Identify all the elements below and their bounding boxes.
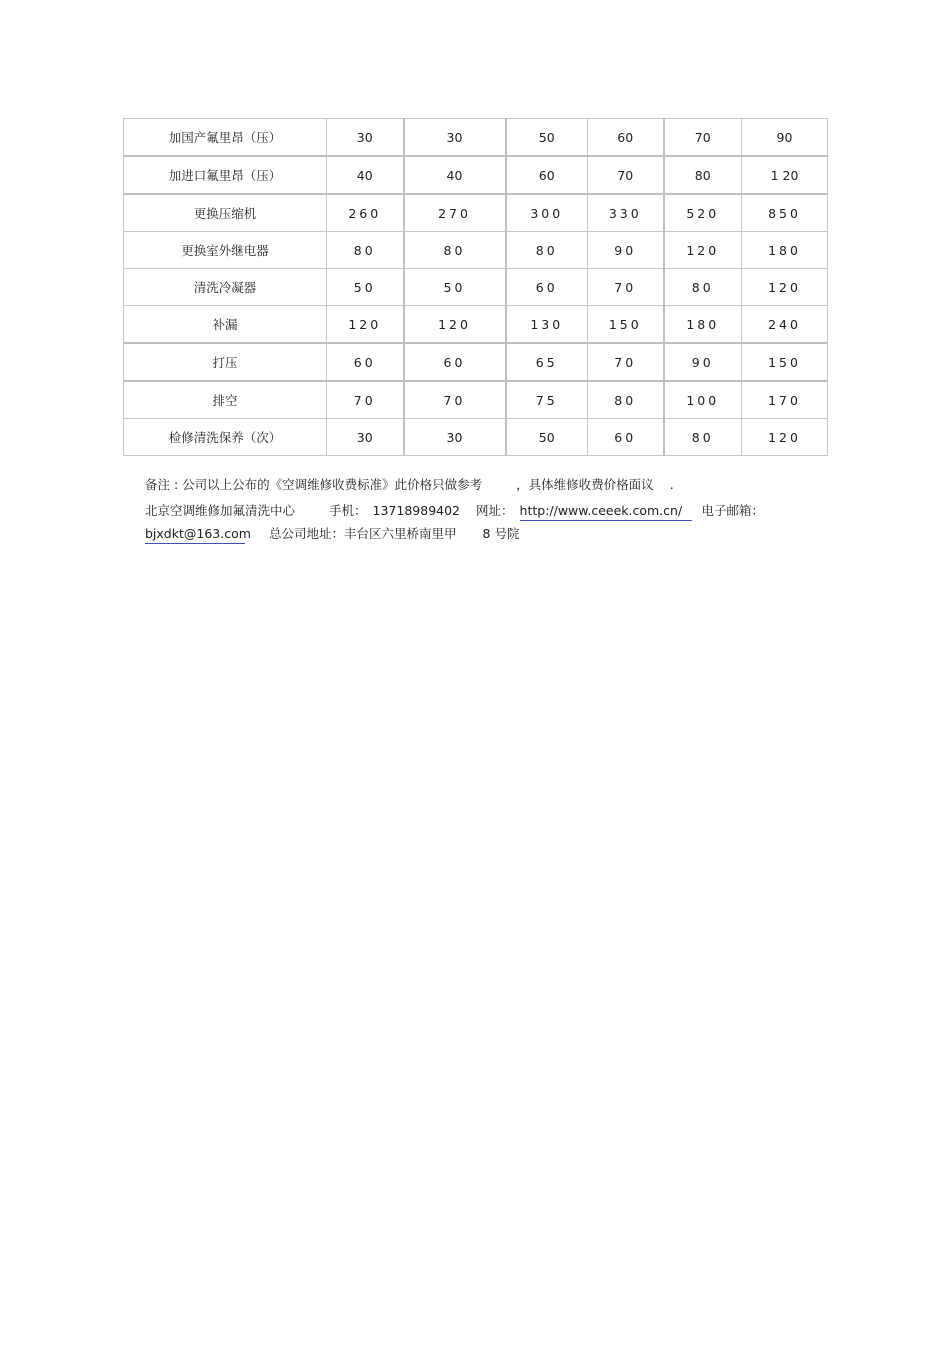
table-row: [124, 269, 828, 306]
remark-line: [145, 477, 674, 493]
service-item: 更换室外继电器: [124, 232, 327, 269]
price-cell: 80: [664, 419, 742, 456]
address-line: [145, 526, 519, 544]
price-cell: 60: [588, 419, 664, 456]
price-cell: 65: [506, 343, 588, 381]
phone-number: 13718989402: [372, 503, 461, 518]
price-cell: 240: [742, 306, 828, 344]
price-cell: 60: [588, 119, 664, 157]
price-cell: 170: [742, 381, 828, 419]
service-item: 检修清洗保养（次）: [124, 419, 327, 456]
price-cell: 70: [588, 269, 664, 306]
price-cell: 90: [588, 232, 664, 269]
service-item: 更换压缩机: [124, 194, 327, 232]
service-item: 排空: [124, 381, 327, 419]
price-cell: 130: [506, 306, 588, 344]
price-cell: 80: [506, 232, 588, 269]
price-cell: 1 20: [742, 156, 828, 194]
phone-label: 手机：: [329, 503, 367, 518]
price-cell: 30: [327, 419, 404, 456]
price-cell: 120: [664, 232, 742, 269]
price-cell: 70: [404, 381, 506, 419]
company-name: 北京空调维修加氟清洗中心: [145, 503, 296, 518]
price-cell: 70: [588, 343, 664, 381]
price-cell: 120: [742, 419, 828, 456]
price-cell: 90: [742, 119, 828, 157]
price-cell: 180: [742, 232, 828, 269]
price-cell: 150: [742, 343, 828, 381]
table-row: [124, 194, 828, 232]
table-row: [124, 343, 828, 381]
price-cell: 260: [327, 194, 404, 232]
price-cell: 80: [664, 156, 742, 194]
price-cell: 120: [404, 306, 506, 344]
price-cell: 30: [404, 419, 506, 456]
service-item: 加国产氟里昂（压）: [124, 119, 327, 157]
price-table: [123, 118, 828, 456]
price-cell: 100: [664, 381, 742, 419]
price-cell: 120: [327, 306, 404, 344]
price-cell: 120: [742, 269, 828, 306]
price-cell: 60: [327, 343, 404, 381]
price-cell: 80: [327, 232, 404, 269]
price-cell: 75: [506, 381, 588, 419]
service-item: 清洗冷凝器: [124, 269, 327, 306]
price-cell: 80: [664, 269, 742, 306]
table-row: [124, 119, 828, 157]
price-cell: 300: [506, 194, 588, 232]
price-cell: 60: [506, 156, 588, 194]
table-row: [124, 419, 828, 456]
table-row: [124, 381, 828, 419]
service-item: 补漏: [124, 306, 327, 344]
price-cell: 50: [404, 269, 506, 306]
price-cell: 70: [327, 381, 404, 419]
table-row: [124, 232, 828, 269]
price-cell: 330: [588, 194, 664, 232]
price-cell: 270: [404, 194, 506, 232]
price-cell: 850: [742, 194, 828, 232]
email-link[interactable]: bjxdkt@163.com: [145, 526, 245, 544]
price-cell: 70: [664, 119, 742, 157]
service-item: 加进口氟里昂（压）: [124, 156, 327, 194]
table-row: [124, 306, 828, 344]
remark-text: 备注 : 公司以上公布的《空调维修收费标准》此价格只做参考: [145, 477, 483, 492]
price-cell: 60: [404, 343, 506, 381]
price-cell: 50: [506, 119, 588, 157]
price-table-body: [124, 119, 828, 456]
table-row: [124, 156, 828, 194]
price-cell: 70: [588, 156, 664, 194]
address-number: 8 号院: [482, 526, 520, 541]
price-cell: 50: [327, 269, 404, 306]
price-cell: 80: [588, 381, 664, 419]
remark-period: .: [669, 477, 674, 492]
price-cell: 150: [588, 306, 664, 344]
service-item: 打压: [124, 343, 327, 381]
remark-text-2: ，具体维修收费价格面议: [516, 477, 654, 492]
address-label: 总公司地址：: [269, 526, 345, 541]
price-cell: 520: [664, 194, 742, 232]
website-link[interactable]: http://www.ceeek.com.cn/: [520, 503, 692, 521]
price-cell: 80: [404, 232, 506, 269]
price-cell: 30: [327, 119, 404, 157]
price-cell: 40: [404, 156, 506, 194]
contact-line: [145, 503, 764, 521]
price-cell: 90: [664, 343, 742, 381]
price-cell: 30: [404, 119, 506, 157]
price-cell: 40: [327, 156, 404, 194]
address-text: 丰台区六里桥南里甲: [344, 526, 457, 541]
price-cell: 50: [506, 419, 588, 456]
price-cell: 60: [506, 269, 588, 306]
website-label: 网址：: [476, 503, 514, 518]
price-cell: 180: [664, 306, 742, 344]
email-label: 电子邮箱：: [701, 503, 765, 518]
